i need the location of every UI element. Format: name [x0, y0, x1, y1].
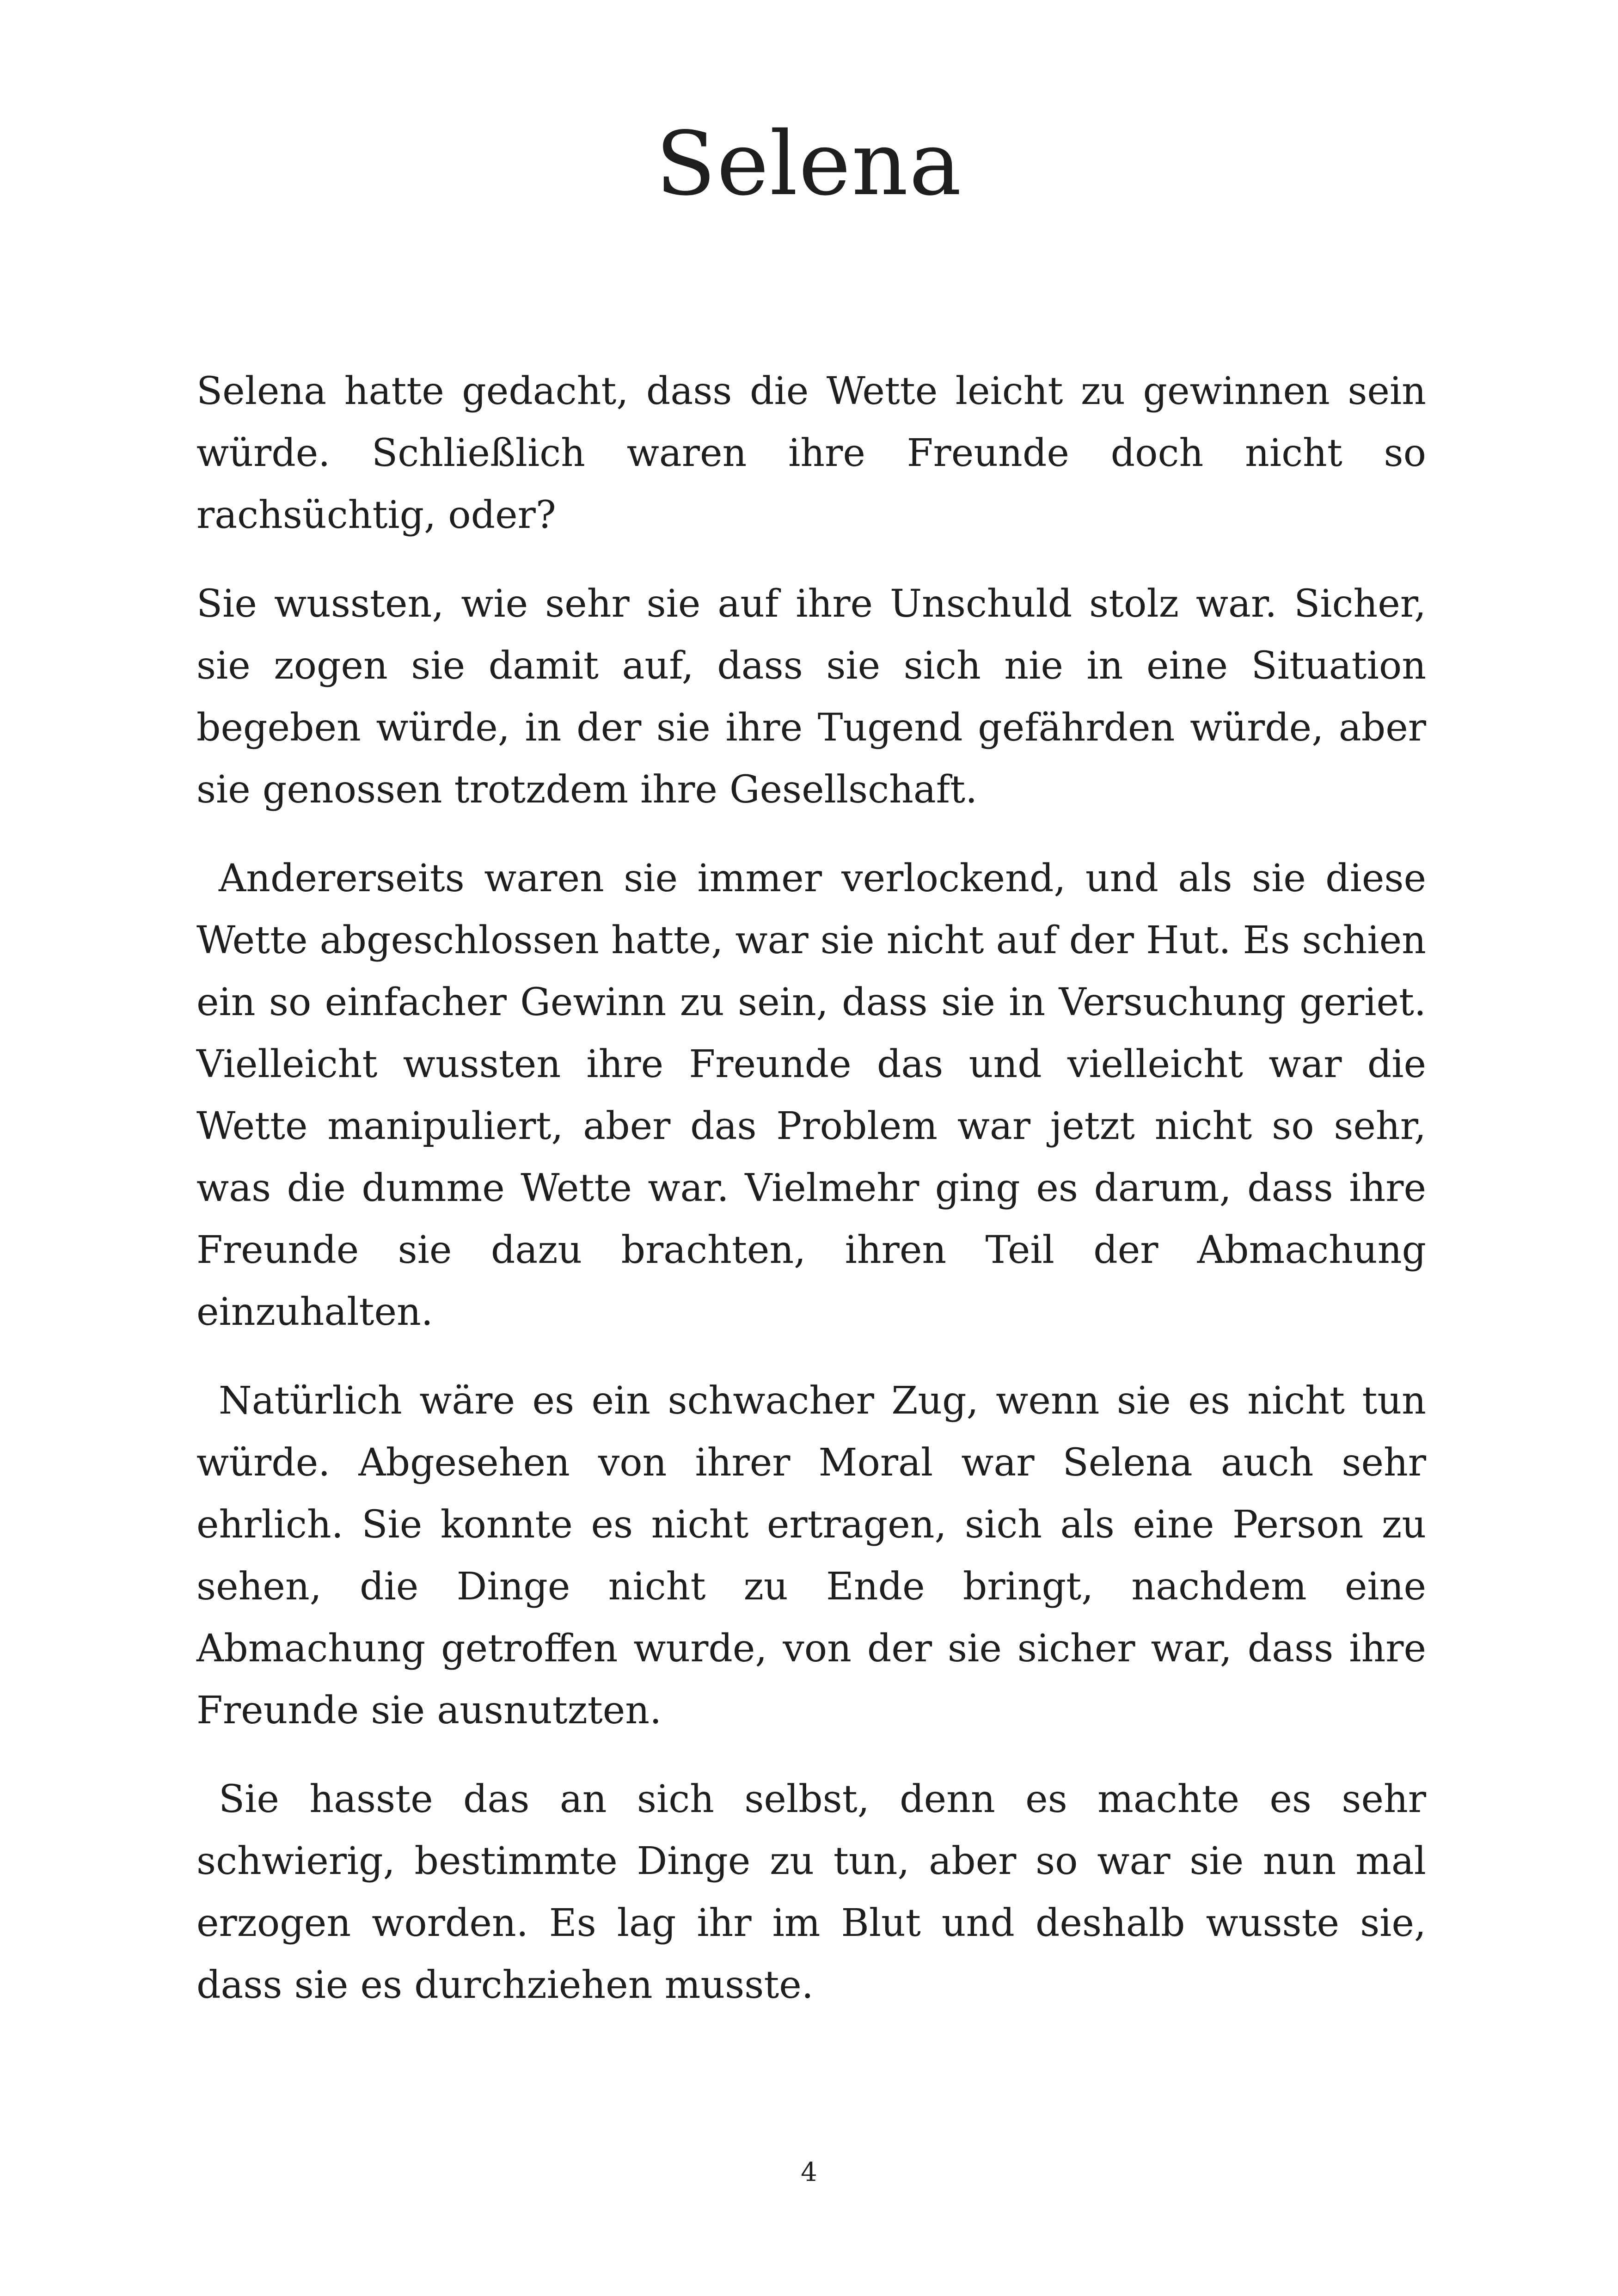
paragraph-4: Natürlich wäre es ein schwacher Zug, wenn sie es nicht tun würde. Abgesehen von ihrer Moral war Selena auch sehr ehrlich. Sie konnte es nicht ertragen, sich als eine Person zu sehen, die Dinge nicht zu Ende bringt, nachdem eine Abmachung getroffen wurde, von der sie sicher war, dass ihre Freunde sie ausnutzten.	[196, 1379, 1426, 1733]
page-number: 4	[801, 2157, 817, 2187]
paragraph-2: Sie wussten, wie sehr sie auf ihre Unschuld stolz war. Sicher, sie zogen sie damit auf, dass sie sich nie in eine Situation begeben würde, in der sie ihre Tugend gefährden würde, aber sie genossen trotzdem ihre Gesellschaft.	[196, 582, 1426, 812]
paragraph-1: Selena hatte gedacht, dass die Wette leicht zu gewinnen sein würde. Schließlich waren ihre Freunde doch nicht so rachsüchtig, oder?	[196, 369, 1426, 537]
paragraph-5: Sie hasste das an sich selbst, denn es machte es sehr schwierig, bestimmte Dinge zu tun, aber so war sie nun mal erzogen worden. Es lag ihr im Blut und deshalb wusste sie, dass sie es durchziehen musste.	[196, 1777, 1426, 2007]
paragraph-3: Andererseits waren sie immer verlockend, und als sie diese Wette abgeschlossen hatte, war sie nicht auf der Hut. Es schien ein so einfacher Gewinn zu sein, dass sie in Versuchung geriet. Vielleicht wussten ihre Freunde das und vielleicht war die Wette manipuliert, aber das Problem war jetzt nicht so sehr, was die dumme Wette war. Vielmehr ging es darum, dass ihre Freunde sie dazu brachten, ihren Teil der Abmachung einzuhalten.	[196, 857, 1426, 1334]
body-text	[196, 361, 1426, 2043]
chapter-title: Selena	[656, 113, 962, 215]
